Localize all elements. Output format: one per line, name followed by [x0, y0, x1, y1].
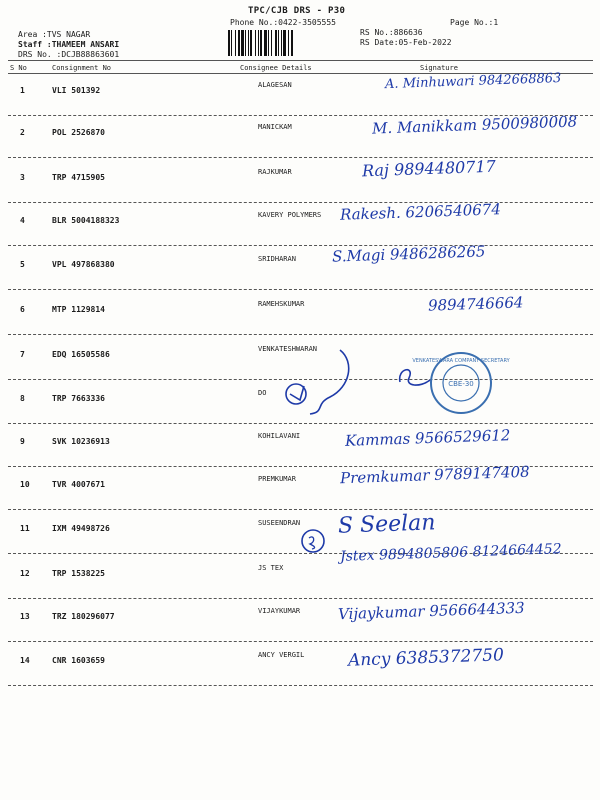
row-signature: 9894746664 — [427, 293, 524, 315]
row-consignment-number: TRP 4715905 — [52, 173, 105, 182]
row-signature: Ancy 6385372750 — [347, 645, 505, 671]
row-serial-number: 7 — [20, 350, 25, 359]
row-consignment-number: VPL 497868380 — [52, 260, 115, 269]
row-serial-number: 2 — [20, 128, 25, 137]
row-consignee-name: SUSEENDRAN — [258, 519, 301, 527]
row-serial-number: 1 — [20, 86, 25, 95]
row-consignee-name: PREMKUMAR — [258, 475, 296, 483]
col-consignment-header: Consignment No — [52, 64, 112, 72]
row-divider — [8, 641, 593, 642]
row-serial-number: 4 — [20, 216, 25, 225]
row-signature: S.Magi 9486286265 — [331, 242, 486, 266]
row-signature: Raj 9894480717 — [361, 156, 497, 181]
circle-mark-icon — [300, 528, 326, 554]
row-divider — [8, 509, 593, 510]
row-consignee-name: RAJKUMAR — [258, 168, 292, 176]
table-row — [0, 646, 600, 686]
table-row — [0, 70, 600, 116]
scribble-signature-icon — [270, 342, 360, 422]
row-serial-number: 5 — [20, 260, 25, 269]
header-right — [360, 28, 452, 48]
row-consignee-name: SRIDHARAN — [258, 255, 296, 263]
table-row — [0, 295, 600, 335]
header-left — [18, 30, 119, 60]
staff-label: Staff :THAMEEM ANSARI — [18, 40, 120, 49]
stamp-center-text: CBE-30 — [448, 380, 474, 388]
document-title: TPC/CJB DRS - P30 — [248, 6, 346, 16]
row-signature: Kammas 9566529612 — [344, 426, 511, 450]
row-divider — [8, 423, 593, 424]
row-signature: Jstex 9894805806 8124664452 — [339, 541, 562, 565]
row-serial-number: 14 — [20, 656, 30, 665]
row-signature: Rakesh. 6206540674 — [339, 200, 502, 224]
row-consignment-number: TRP 7663336 — [52, 394, 105, 403]
rs-date: RS Date:05-Feb-2022 — [360, 38, 452, 47]
row-serial-number: 12 — [20, 569, 30, 578]
page-number: Page No.:1 — [450, 18, 499, 27]
table-row — [0, 427, 600, 467]
col-signature-header: Signature — [420, 64, 458, 72]
row-consignment-number: BLR 5004188323 — [52, 216, 120, 225]
barcode-bar — [293, 30, 294, 56]
table-row — [0, 156, 600, 203]
col-consignee-header: Consignee Details — [240, 64, 312, 72]
row-serial-number: 10 — [20, 480, 30, 489]
row-consignee-name: MANICKAM — [258, 123, 292, 131]
row-signature: S Seelan — [337, 510, 436, 539]
row-consignee-name: RAMEHSKUMAR — [258, 300, 305, 308]
table-row — [0, 462, 600, 510]
table-row — [0, 242, 600, 290]
row-consignment-number: MTP 1129814 — [52, 305, 105, 314]
row-serial-number: 13 — [20, 612, 30, 621]
row-consignment-number: VLI 501392 — [52, 86, 101, 95]
row-consignment-number: IXM 49498726 — [52, 524, 110, 533]
row-consignment-number: TRP 1538225 — [52, 569, 105, 578]
rs-number: RS No.:886636 — [360, 28, 423, 37]
row-signature: M. Manikkam 9500980008 — [371, 112, 578, 138]
row-consignment-number: POL 2526870 — [52, 128, 105, 137]
row-consignment-number: SVK 10236913 — [52, 437, 110, 446]
row-divider — [8, 245, 593, 246]
barcode — [228, 30, 352, 56]
row-consignee-name: JS TEX — [258, 564, 284, 572]
row-signature: Premkumar 9789147408 — [339, 462, 530, 488]
company-stamp-icon — [412, 350, 510, 416]
row-serial-number: 3 — [20, 173, 25, 182]
row-serial-number: 9 — [20, 437, 25, 446]
row-signature: A. Minhuwari 9842668863 — [384, 70, 562, 93]
row-divider — [8, 202, 593, 203]
header-divider — [8, 60, 593, 61]
phone-number: Phone No.:0422-3505555 — [230, 18, 336, 27]
row-signature: Vijaykumar 9566644333 — [337, 598, 525, 624]
row-divider — [8, 685, 593, 686]
row-divider — [8, 157, 593, 158]
table-row — [0, 112, 600, 158]
area-label: Area :TVS NAGAR — [18, 30, 91, 39]
table-row — [0, 200, 600, 246]
row-consignment-number: TRZ 180296077 — [52, 612, 115, 621]
row-consignment-number: CNR 1603659 — [52, 656, 105, 665]
drs-number: DRS No. :DCJB88863601 — [18, 50, 120, 59]
col-sno-header: S No — [10, 64, 27, 72]
row-divider — [8, 289, 593, 290]
row-consignee-name: VIJAYKUMAR — [258, 607, 301, 615]
row-consignee-name: ALAGESAN — [258, 81, 292, 89]
table-row — [0, 541, 600, 599]
row-consignment-number: TVR 4007671 — [52, 480, 105, 489]
row-consignment-number: EDQ 16505586 — [52, 350, 110, 359]
table-row — [0, 598, 600, 642]
row-consignee-name: KAVERY POLYMERS — [258, 211, 322, 219]
row-consignee-name: ANCY VERGIL — [258, 651, 305, 659]
row-serial-number: 6 — [20, 305, 25, 314]
initials-signature-icon — [395, 360, 435, 390]
row-divider — [8, 334, 593, 335]
row-consignee-name: KOHILAVANI — [258, 432, 301, 440]
row-consignee-name: VENKATESHWARAN — [258, 345, 318, 353]
row-serial-number: 11 — [20, 524, 30, 533]
row-serial-number: 8 — [20, 394, 25, 403]
row-consignee-name: DO — [258, 389, 267, 397]
stamp-ring-text: VENKATESWARA COMPANY SECRETARY — [412, 358, 510, 364]
